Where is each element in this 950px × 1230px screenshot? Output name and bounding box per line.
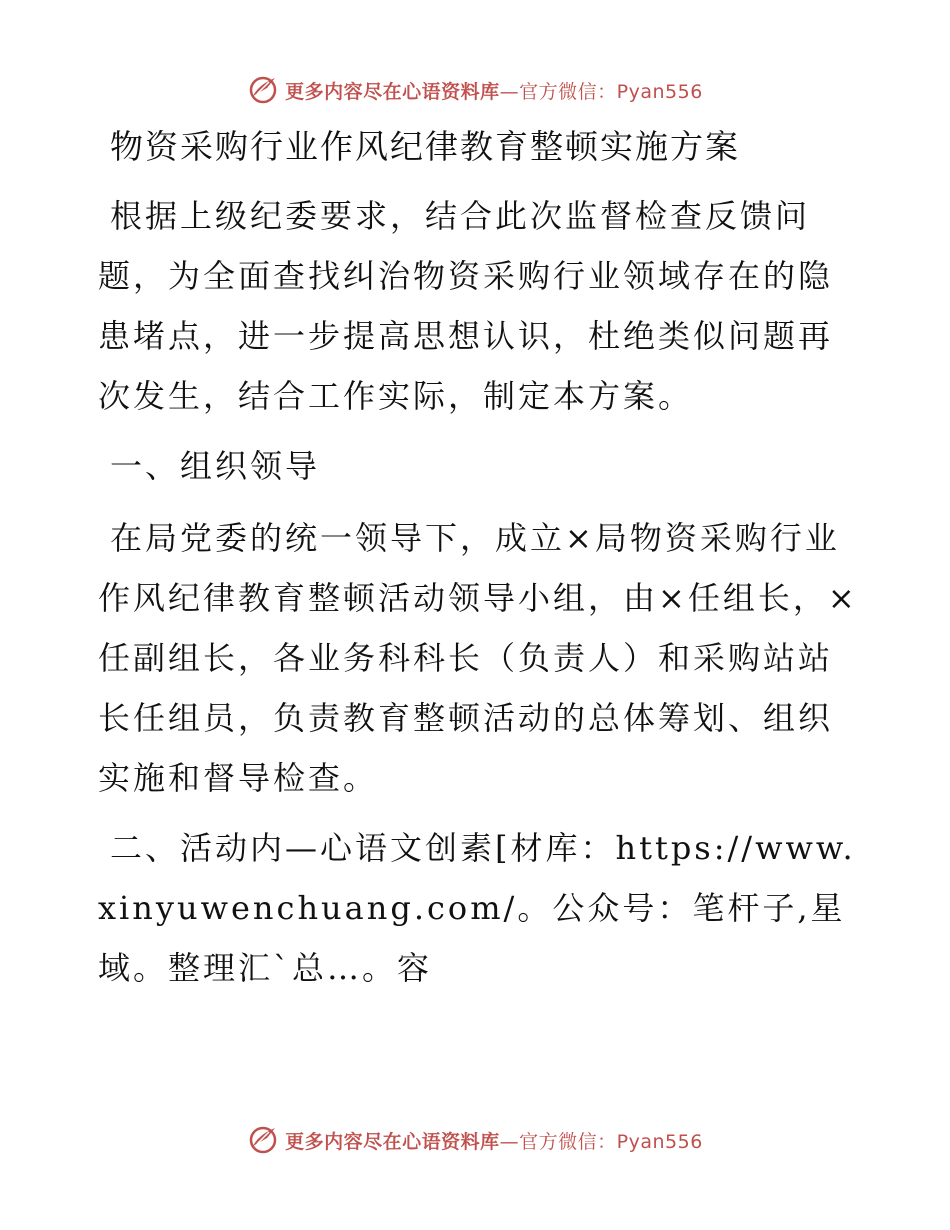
header-banner-text [285, 77, 703, 104]
footer-banner-text [285, 1127, 703, 1154]
footer-banner-sep: — [499, 1130, 520, 1153]
header-banner-tail: 官方微信：Pyan556 [519, 80, 703, 103]
section1-paragraph: 在局党委的统一领导下，成立×局物资采购行业作风纪律教育整顿活动领导小组，由×任组长，×任副组长，各业务科科长（负责人）和采购站站长任组员，负责教育整顿活动的总体筹划、组织实施和督导检查。 [98, 519, 858, 797]
section2-paragraph: 二、活动内—心语文创素[材库：https://www.xinyuwenchuang.com/。公众号：笔杆子,星域。整理汇`总…。容 [98, 829, 856, 987]
section1-heading: 一、组织领导 [110, 447, 321, 485]
footer-banner-tail: 官方微信：Pyan556 [519, 1130, 703, 1153]
pen-circle-logo-icon [247, 1124, 279, 1156]
pen-circle-logo-icon [247, 74, 279, 106]
header-banner-sep: — [499, 80, 520, 103]
document-title: 物资采购行业作风纪律教育整顿实施方案 [110, 127, 740, 166]
footer-banner [0, 1120, 950, 1160]
header-banner-main: 更多内容尽在心语资料库 [285, 80, 500, 103]
intro-paragraph: 根据上级纪委要求，结合此次监督检查反馈问题，为全面查找纠治物资采购行业领域存在的隐患堵点，进一步提高思想认识，杜绝类似问题再次发生，结合工作实际，制定本方案。 [98, 197, 834, 415]
footer-banner-main: 更多内容尽在心语资料库 [285, 1130, 500, 1153]
document-body [98, 122, 858, 1008]
header-banner [0, 70, 950, 110]
